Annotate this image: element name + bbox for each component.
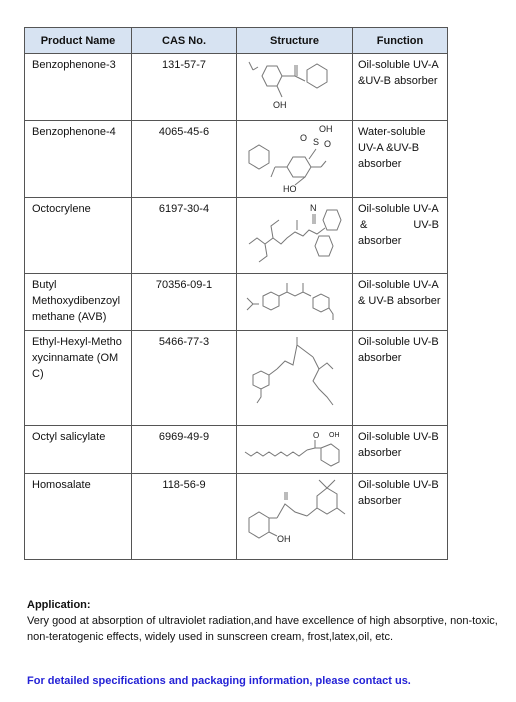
table-row xyxy=(25,474,448,560)
product-name: Benzophenone-3 xyxy=(25,54,132,121)
application-text: Very good at absorption of ultraviolet radiation,and have excellence of high absorptive, non-toxic, non-teratogenic effects, widely used in sunscreen cream, frost,latex,oil, etc. xyxy=(27,615,498,643)
atom-label: OH xyxy=(319,124,333,134)
function-line: Oil-soluble UV-A xyxy=(358,203,439,215)
function-line-pair xyxy=(358,217,443,233)
function-text: Water-soluble UV-A &UV-B absorber xyxy=(353,121,448,198)
product-table xyxy=(24,27,448,560)
function-line: & xyxy=(360,219,368,231)
structure-homosalate xyxy=(237,474,353,559)
function-text xyxy=(353,198,448,274)
cas-number: 6197-30-4 xyxy=(132,198,237,274)
structure-octyl-salicylate xyxy=(237,426,353,473)
atom-label: OH xyxy=(273,100,287,110)
cas-number: 6969-49-9 xyxy=(132,426,237,474)
table-row xyxy=(25,198,448,274)
product-name: Octocrylene xyxy=(25,198,132,274)
function-line: UV-B xyxy=(413,219,439,231)
contact-note: For detailed specifications and packaging information, please contact us. xyxy=(27,675,411,687)
cas-number: 131-57-7 xyxy=(132,54,237,121)
structure-cell xyxy=(237,198,353,274)
header-product-name: Product Name xyxy=(25,28,132,54)
atom-label: O xyxy=(313,431,320,440)
table-header-row xyxy=(25,28,448,54)
function-text: Oil-soluble UV-A &UV-B absorber xyxy=(353,54,448,121)
cas-number: 5466-77-3 xyxy=(132,331,237,426)
atom-label: OH xyxy=(329,432,340,439)
function-text: Oil-soluble UV-B absorber xyxy=(353,331,448,426)
structure-cell xyxy=(237,474,353,560)
product-name: Benzophenone-4 xyxy=(25,121,132,198)
table-row xyxy=(25,274,448,331)
cas-number: 118-56-9 xyxy=(132,474,237,560)
atom-label: HO xyxy=(283,184,297,194)
application-title: Application: xyxy=(27,599,91,611)
product-name: Ethyl-Hexyl-Methoxycinnamate (OMC) xyxy=(25,331,132,426)
cas-number: 4065-45-6 xyxy=(132,121,237,198)
table-row xyxy=(25,54,448,121)
structure-cell xyxy=(237,54,353,121)
cas-number: 70356-09-1 xyxy=(132,274,237,331)
structure-octyl-methoxycinnamate xyxy=(237,331,353,425)
table-row xyxy=(25,426,448,474)
structure-cell xyxy=(237,121,353,198)
header-structure: Structure xyxy=(237,28,353,54)
table-row xyxy=(25,121,448,198)
function-line: absorber xyxy=(358,235,402,247)
table-row xyxy=(25,331,448,426)
atom-label: OH xyxy=(277,534,291,544)
application-section xyxy=(27,597,513,645)
header-function: Function xyxy=(353,28,448,54)
atom-label: N xyxy=(310,203,317,213)
structure-benzophenone-4 xyxy=(237,121,353,197)
function-text: Oil-soluble UV-B absorber xyxy=(353,426,448,474)
function-text: Oil-soluble UV-B absorber xyxy=(353,474,448,560)
product-name: Butyl Methoxydibenzoyl methane (AVB) xyxy=(25,274,132,331)
structure-avobenzone xyxy=(237,274,353,330)
structure-cell xyxy=(237,331,353,426)
atom-label: O xyxy=(300,133,308,143)
atom-label: S xyxy=(313,137,320,147)
structure-cell xyxy=(237,274,353,331)
structure-cell xyxy=(237,426,353,474)
header-cas-no: CAS No. xyxy=(132,28,237,54)
atom-label: O xyxy=(324,139,332,149)
structure-benzophenone-3 xyxy=(237,54,353,120)
function-text: Oil-soluble UV-A & UV-B absorber xyxy=(353,274,448,331)
product-name: Octyl salicylate xyxy=(25,426,132,474)
structure-octocrylene xyxy=(237,198,353,273)
product-name: Homosalate xyxy=(25,474,132,560)
